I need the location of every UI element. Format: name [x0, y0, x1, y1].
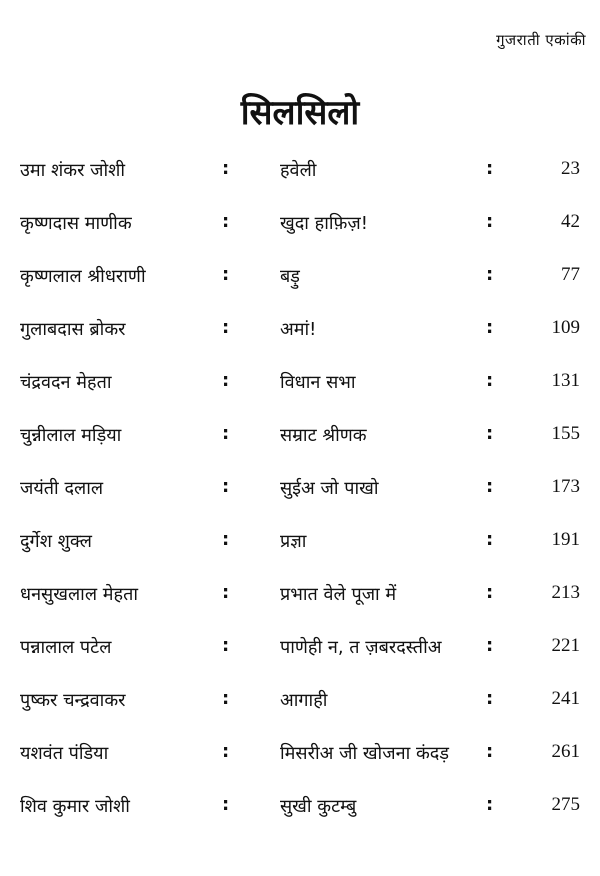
toc-page-number: 213: [551, 582, 580, 603]
toc-title: सुखी कुटम्बु: [280, 796, 357, 817]
toc-separator: :: [222, 423, 230, 444]
toc-title: अमां!: [280, 319, 317, 340]
toc-author: जयंती दलाल: [20, 478, 104, 499]
toc-separator: :: [222, 529, 230, 550]
toc-author: गुलाबदास ब्रोकर: [20, 319, 126, 340]
toc-author: कृष्णदास माणीक: [20, 213, 132, 234]
toc-separator: :: [222, 794, 230, 815]
toc-author: दुर्गेश शुक्ल: [20, 531, 92, 552]
toc-author: धनसुखलाल मेहता: [20, 584, 138, 605]
toc-row: [0, 572, 600, 625]
toc-separator: :: [222, 476, 230, 497]
toc-title: आगाही: [280, 690, 328, 711]
toc-page-number: 77: [561, 264, 580, 285]
toc-separator: :: [486, 688, 494, 709]
toc-page-number: 42: [561, 211, 580, 232]
toc-author: पन्नालाल पटेल: [20, 637, 112, 658]
toc-page-number: 109: [551, 317, 580, 338]
series-label: गुजराती एकांकी: [496, 31, 586, 49]
toc-author: चंद्रवदन मेहता: [20, 372, 112, 393]
toc-separator: :: [222, 158, 230, 179]
toc-title: प्रभात वेले पूजा में: [280, 584, 397, 605]
toc-row: [0, 201, 600, 254]
toc-author: पुष्कर चन्द्रवाकर: [20, 690, 126, 711]
toc-page-number: 23: [561, 158, 580, 179]
toc-page-number: 221: [551, 635, 580, 656]
table-of-contents: [0, 148, 600, 837]
toc-separator: :: [222, 688, 230, 709]
toc-row: [0, 625, 600, 678]
toc-separator: :: [486, 317, 494, 338]
toc-separator: :: [222, 317, 230, 338]
toc-title: सुईअ जो पाखो: [280, 478, 379, 499]
toc-title: विधान सभा: [280, 372, 356, 393]
toc-author: शिव कुमार जोशी: [20, 796, 130, 817]
toc-page-number: 261: [551, 741, 580, 762]
toc-page-number: 131: [551, 370, 580, 391]
toc-author: चुन्नीलाल मड़िया: [20, 425, 122, 446]
toc-row: [0, 360, 600, 413]
toc-separator: :: [486, 158, 494, 179]
toc-separator: :: [486, 476, 494, 497]
toc-row: [0, 784, 600, 837]
toc-row: [0, 466, 600, 519]
toc-row: [0, 413, 600, 466]
toc-separator: :: [222, 211, 230, 232]
toc-author: कृष्णलाल श्रीधराणी: [20, 266, 146, 287]
toc-row: [0, 254, 600, 307]
toc-separator: :: [486, 582, 494, 603]
toc-separator: :: [486, 370, 494, 391]
toc-separator: :: [222, 582, 230, 603]
toc-separator: :: [486, 635, 494, 656]
toc-title: मिसरीअ जी खोजना कंदड़: [280, 743, 449, 764]
toc-row: [0, 307, 600, 360]
toc-separator: :: [486, 423, 494, 444]
toc-author: यशवंत पंडिया: [20, 743, 109, 764]
toc-separator: :: [222, 370, 230, 391]
toc-author: उमा शंकर जोशी: [20, 160, 126, 181]
toc-title: बड़ु: [280, 266, 300, 287]
toc-page-number: 155: [551, 423, 580, 444]
toc-title: हवेली: [280, 160, 317, 181]
toc-title: सम्राट श्रीणक: [280, 425, 367, 446]
toc-page-number: 173: [551, 476, 580, 497]
toc-title: पाणेही न, त ज़बरदस्तीअ: [280, 637, 442, 658]
toc-page-number: 275: [551, 794, 580, 815]
toc-row: [0, 519, 600, 572]
toc-separator: :: [486, 741, 494, 762]
toc-page-number: 191: [551, 529, 580, 550]
toc-separator: :: [486, 794, 494, 815]
toc-separator: :: [486, 529, 494, 550]
toc-row: [0, 731, 600, 784]
toc-page-number: 241: [551, 688, 580, 709]
toc-separator: :: [486, 211, 494, 232]
toc-separator: :: [222, 741, 230, 762]
toc-row: [0, 148, 600, 201]
toc-row: [0, 678, 600, 731]
toc-separator: :: [222, 264, 230, 285]
page-title: सिलसिलो: [240, 93, 360, 133]
toc-separator: :: [222, 635, 230, 656]
toc-title: खुदा हाफ़िज़!: [280, 213, 368, 234]
toc-separator: :: [486, 264, 494, 285]
toc-title: प्रज्ञा: [280, 531, 307, 552]
